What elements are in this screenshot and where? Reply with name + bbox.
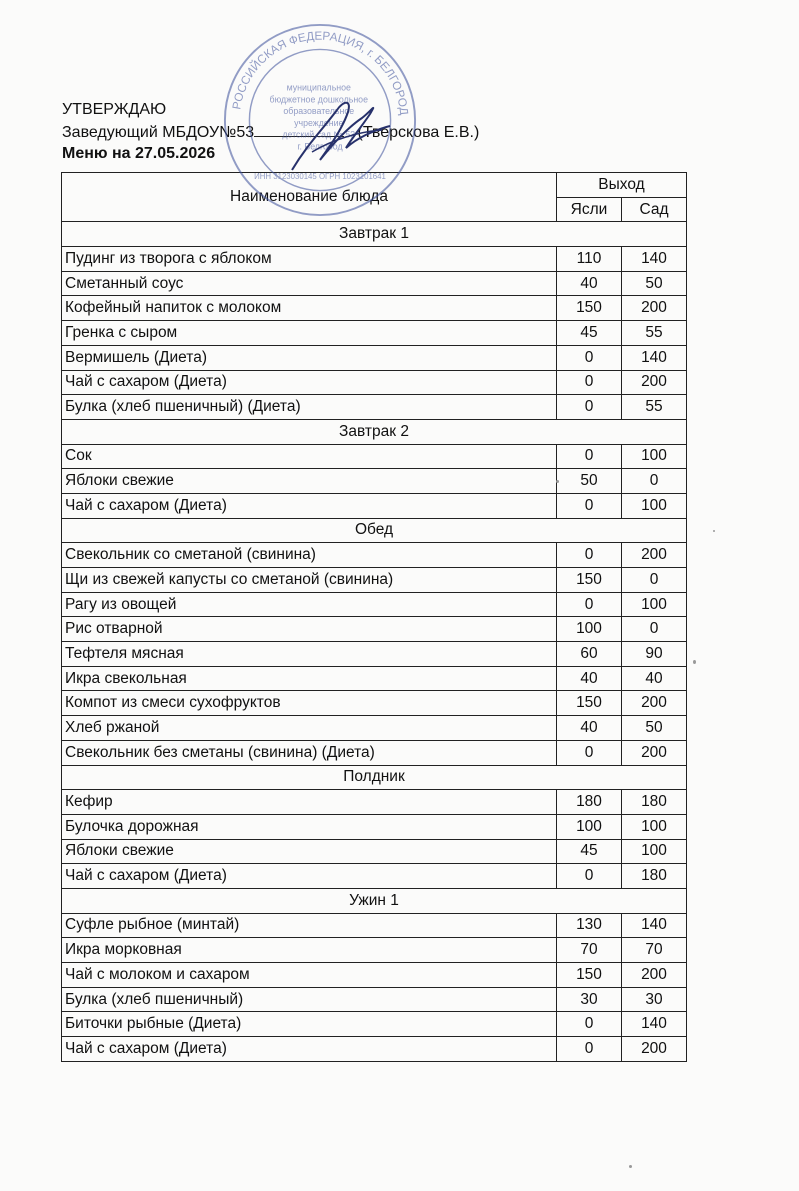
dish-name: Свекольник со сметаной (свинина): [62, 543, 557, 568]
sad-value: 140: [622, 345, 687, 370]
table-row: [62, 814, 687, 839]
yasli-value: 0: [557, 493, 622, 518]
stamp-inner-text: муниципальное бюджетное дошкольное образовательное учреждение детский сад № 53 г. Белгород: [269, 82, 368, 152]
dish-name: Чай с сахаром (Диета): [62, 1037, 557, 1062]
approve-heading: УТВЕРЖДАЮ: [62, 101, 167, 118]
dish-name: Икра свекольная: [62, 666, 557, 691]
table-row: [62, 296, 687, 321]
sad-value: 140: [622, 247, 687, 272]
table-row: [62, 1037, 687, 1062]
yasli-value: 45: [557, 839, 622, 864]
menu-title: Меню на 27.05.2026: [62, 145, 216, 162]
sad-value: 50: [622, 716, 687, 741]
approver-name: (Тверскова Е.В.): [357, 124, 480, 141]
yasli-value: 130: [557, 913, 622, 938]
yasli-value: 40: [557, 716, 622, 741]
dish-name: Гренка с сыром: [62, 321, 557, 346]
stamp-numbers: ИНН 3123030145 ОГРН 1023101641: [254, 171, 386, 181]
sad-value: 200: [622, 1037, 687, 1062]
yasli-value: 110: [557, 247, 622, 272]
dish-name: Рагу из овощей: [62, 592, 557, 617]
sad-value: 140: [622, 913, 687, 938]
table-row: [62, 864, 687, 889]
approver-position: Заведующий МБДОУ№53: [62, 124, 255, 141]
sad-value: 140: [622, 1012, 687, 1037]
dish-name: Чай с сахаром (Диета): [62, 864, 557, 889]
section-row: [62, 888, 687, 913]
sad-value: 0: [622, 568, 687, 593]
section-title: Ужин 1: [62, 888, 687, 913]
yasli-value: 40: [557, 666, 622, 691]
table-row: [62, 321, 687, 346]
approver-line: [62, 122, 479, 144]
table-row: [62, 444, 687, 469]
table-row: [62, 839, 687, 864]
dish-name: Булочка дорожная: [62, 814, 557, 839]
sad-value: 90: [622, 642, 687, 667]
sad-value: 100: [622, 592, 687, 617]
header-yasli: Ясли: [557, 197, 622, 222]
yasli-value: 150: [557, 691, 622, 716]
yasli-value: 30: [557, 987, 622, 1012]
sad-value: 70: [622, 938, 687, 963]
yasli-value: 70: [557, 938, 622, 963]
scan-speck: [693, 660, 696, 664]
dish-name: Булка (хлеб пшеничный) (Диета): [62, 395, 557, 420]
table-row: [62, 642, 687, 667]
sad-value: 100: [622, 814, 687, 839]
yasli-value: 40: [557, 271, 622, 296]
yasli-value: 150: [557, 963, 622, 988]
dish-name: Хлеб ржаной: [62, 716, 557, 741]
dish-name: Компот из смеси сухофруктов: [62, 691, 557, 716]
sad-value: 55: [622, 395, 687, 420]
sad-value: 200: [622, 296, 687, 321]
dish-name: Булка (хлеб пшеничный): [62, 987, 557, 1012]
yasli-value: 100: [557, 814, 622, 839]
table-row: [62, 617, 687, 642]
dish-name: Яблоки свежие: [62, 839, 557, 864]
table-row: [62, 716, 687, 741]
dish-name: Сметанный соус: [62, 271, 557, 296]
dish-name: Вермишель (Диета): [62, 345, 557, 370]
section-title: Полдник: [62, 765, 687, 790]
dish-name: Кефир: [62, 790, 557, 815]
menu-table: [61, 172, 687, 1062]
table-row: [62, 691, 687, 716]
dish-name: Чай с сахаром (Диета): [62, 493, 557, 518]
table-row: [62, 790, 687, 815]
table-row: [62, 1012, 687, 1037]
table-row: [62, 247, 687, 272]
dish-name: Икра морковная: [62, 938, 557, 963]
table-row: [62, 543, 687, 568]
table-row: [62, 987, 687, 1012]
dish-name: Свекольник без сметаны (свинина) (Диета): [62, 740, 557, 765]
yasli-value: 0: [557, 864, 622, 889]
sad-value: 200: [622, 543, 687, 568]
yasli-value: 0: [557, 1012, 622, 1037]
section-row: [62, 419, 687, 444]
sad-value: 200: [622, 740, 687, 765]
yasli-value: 150: [557, 296, 622, 321]
dish-name: Сок: [62, 444, 557, 469]
dish-name: Пудинг из творога с яблоком: [62, 247, 557, 272]
table-row: [62, 345, 687, 370]
scan-speck: [629, 1165, 632, 1168]
table-row: [62, 740, 687, 765]
yasli-value: 50: [557, 469, 622, 494]
scan-speck: [556, 480, 559, 483]
yasli-value: 60: [557, 642, 622, 667]
sad-value: 50: [622, 271, 687, 296]
table-row: [62, 469, 687, 494]
dish-name: Тефтеля мясная: [62, 642, 557, 667]
section-row: [62, 222, 687, 247]
sad-value: 180: [622, 790, 687, 815]
dish-name: Чай с молоком и сахаром: [62, 963, 557, 988]
dish-name: Яблоки свежие: [62, 469, 557, 494]
sad-value: 180: [622, 864, 687, 889]
yasli-value: 150: [557, 568, 622, 593]
header-sad: Сад: [622, 197, 687, 222]
yasli-value: 0: [557, 592, 622, 617]
sad-value: 30: [622, 987, 687, 1012]
yasli-value: 180: [557, 790, 622, 815]
yasli-value: 0: [557, 740, 622, 765]
section-row: [62, 765, 687, 790]
header-dish-name: Наименование блюда: [62, 173, 557, 222]
section-row: [62, 518, 687, 543]
sad-value: 200: [622, 370, 687, 395]
sad-value: 55: [622, 321, 687, 346]
yasli-value: 45: [557, 321, 622, 346]
section-title: Завтрак 2: [62, 419, 687, 444]
table-row: [62, 568, 687, 593]
yasli-value: 0: [557, 1037, 622, 1062]
yasli-value: 0: [557, 370, 622, 395]
section-title: Завтрак 1: [62, 222, 687, 247]
sad-value: 100: [622, 493, 687, 518]
sad-value: 100: [622, 444, 687, 469]
table-row: [62, 938, 687, 963]
table-row: [62, 395, 687, 420]
table-row: [62, 271, 687, 296]
sad-value: 200: [622, 963, 687, 988]
yasli-value: 0: [557, 345, 622, 370]
yasli-value: 0: [557, 444, 622, 469]
yasli-value: 0: [557, 543, 622, 568]
section-title: Обед: [62, 518, 687, 543]
approval-block: [62, 100, 479, 164]
table-row: [62, 592, 687, 617]
yasli-value: 0: [557, 395, 622, 420]
yasli-value: 100: [557, 617, 622, 642]
table-row: [62, 666, 687, 691]
signature-line: [254, 122, 344, 137]
stamp-outer-text: РОССИЙСКАЯ ФЕДЕРАЦИЯ, г. БЕЛГОРОД: [230, 29, 411, 116]
dish-name: Чай с сахаром (Диета): [62, 370, 557, 395]
header-output: Выход: [557, 173, 687, 198]
dish-name: Щи из свежей капусты со сметаной (свинина): [62, 568, 557, 593]
menu-table-body: [62, 222, 687, 1061]
table-row: [62, 913, 687, 938]
sad-value: 40: [622, 666, 687, 691]
table-row: [62, 370, 687, 395]
sad-value: 0: [622, 617, 687, 642]
scan-speck: [713, 530, 715, 532]
dish-name: Кофейный напиток с молоком: [62, 296, 557, 321]
dish-name: Рис отварной: [62, 617, 557, 642]
table-row: [62, 493, 687, 518]
dish-name: Суфле рыбное (минтай): [62, 913, 557, 938]
table-row: [62, 963, 687, 988]
dish-name: Биточки рыбные (Диета): [62, 1012, 557, 1037]
sad-value: 0: [622, 469, 687, 494]
sad-value: 200: [622, 691, 687, 716]
sad-value: 100: [622, 839, 687, 864]
